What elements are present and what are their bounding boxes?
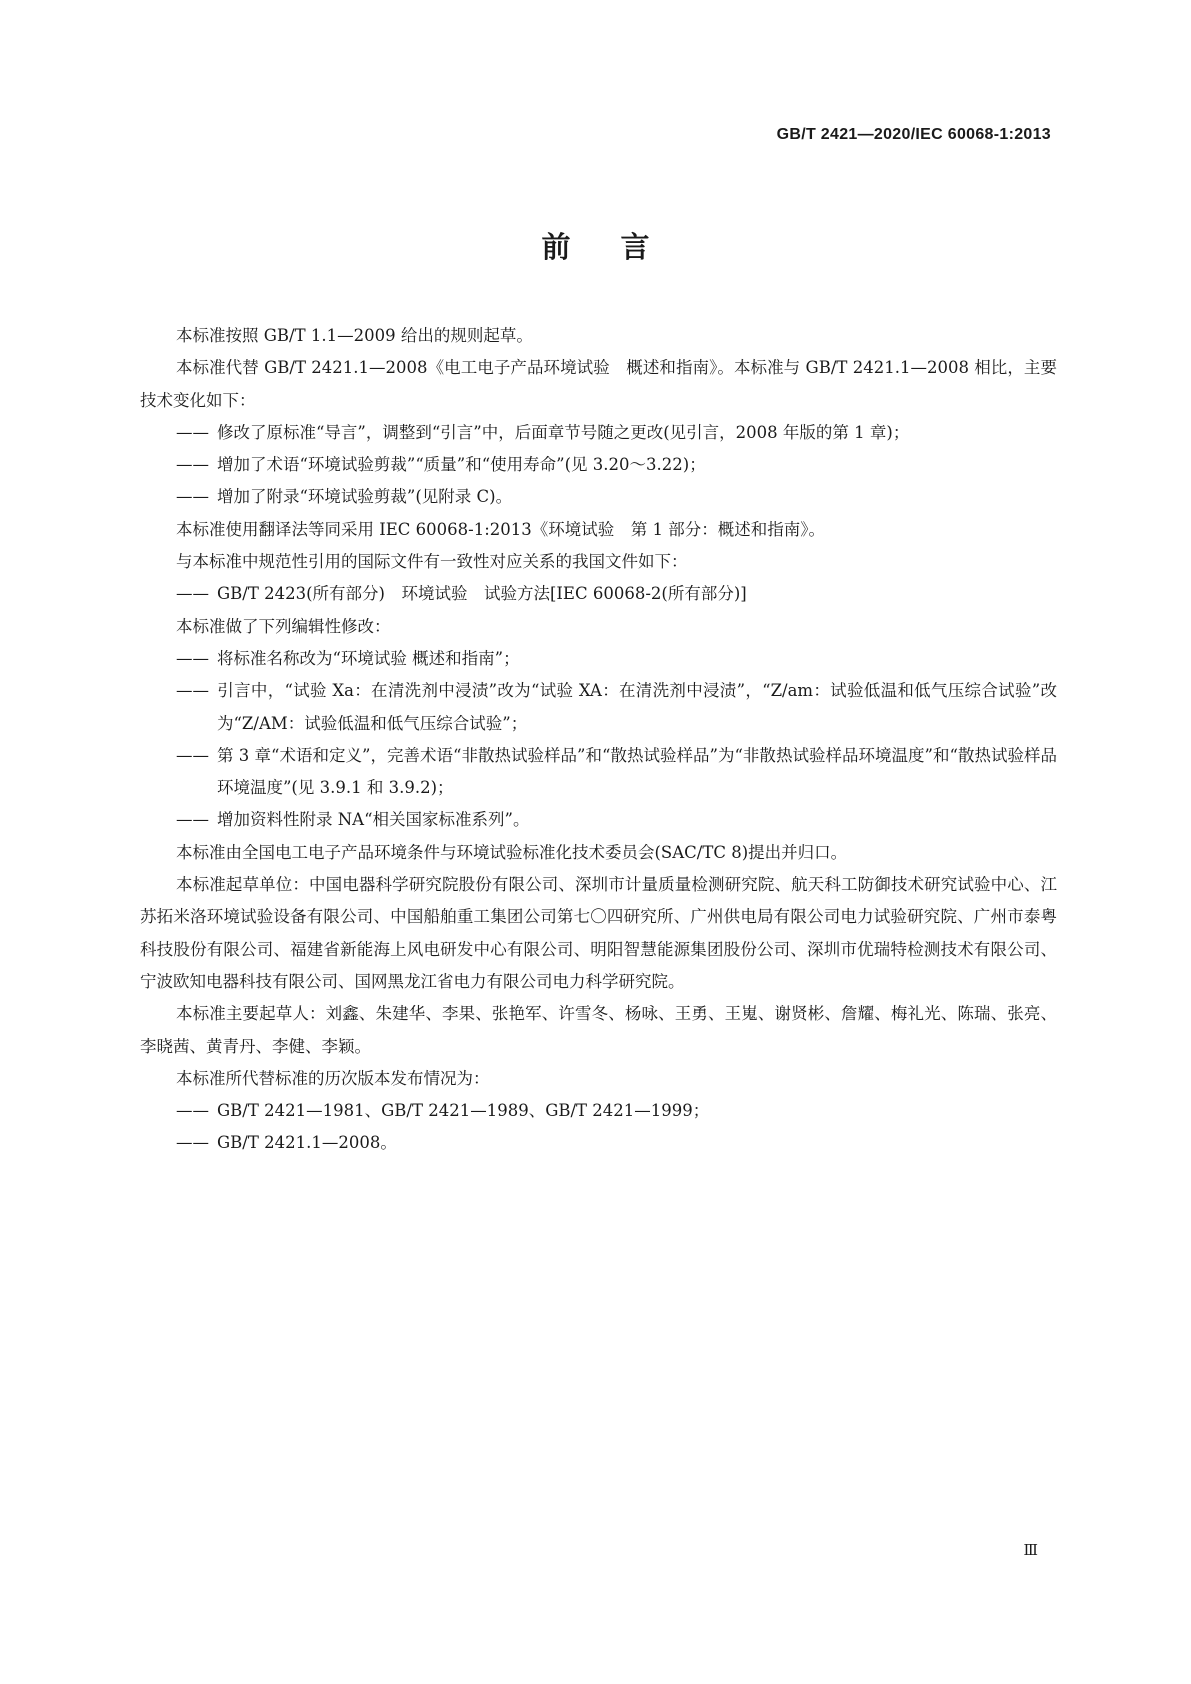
list-item-text: 修改了原标准“导言”，调整到“引言”中，后面章节号随之更改(见引言，2008 年版的第 1 章)； <box>217 422 910 442</box>
list-item-text: 增加资料性附录 NA“相关国家标准系列”。 <box>217 810 530 830</box>
list-item <box>176 740 1057 805</box>
list-item-text: GB/T 2421.1—2008。 <box>217 1133 397 1153</box>
list-item-text: 增加了附录“环境试验剪裁”(见附录 C)。 <box>217 487 513 507</box>
paragraph: 本标准使用翻译法等同采用 IEC 60068-1:2013《环境试验 第 1 部分：概述和指南》。 <box>176 519 826 539</box>
dash-marker: —— <box>176 487 209 507</box>
list-item <box>176 804 1057 836</box>
paragraph: 本标准由全国电工电子产品环境条件与环境试验标准化技术委员会(SAC/TC 8)提出并归口。 <box>176 842 848 862</box>
list-item-text: GB/T 2421—1981、GB/T 2421—1989、GB/T 2421—1999； <box>217 1101 710 1121</box>
page-number: Ⅲ <box>1023 1541 1038 1559</box>
dash-marker: —— <box>176 422 209 442</box>
document-body <box>140 320 1057 1160</box>
list-item <box>176 675 1057 740</box>
dash-marker: —— <box>176 1133 209 1153</box>
paragraph: 本标准做了下列编辑性修改： <box>176 616 391 636</box>
list-item-text: 引言中，“试验 Xa：在清洗剂中浸渍”改为“试验 XA：在清洗剂中浸渍”，“Z/am：试验低温和低气压综合试验”改为“Z/AM：试验低温和低气压综合试验”； <box>217 681 1057 733</box>
paragraph: 与本标准中规范性引用的国际文件有一致性对应关系的我国文件如下： <box>176 552 688 572</box>
list-item <box>176 643 1057 675</box>
list-item <box>176 1095 1057 1127</box>
list-item <box>176 481 1057 513</box>
dash-marker: —— <box>176 745 209 765</box>
dash-marker: —— <box>176 584 209 604</box>
list-item <box>176 1127 1057 1159</box>
list-item <box>176 417 1057 449</box>
list-item-text: 将标准名称改为“环境试验 概述和指南”； <box>217 648 520 668</box>
dash-marker: —— <box>176 810 209 830</box>
paragraph: 本标准所代替标准的历次版本发布情况为： <box>176 1068 490 1088</box>
list-item-text: 第 3 章“术语和定义”，完善术语“非散热试验样品”和“散热试验样品”为“非散热试验样品环境温度”和“散热试验样品环境温度”(见 3.9.1 和 3.9.2)； <box>217 745 1057 798</box>
dash-marker: —— <box>176 648 209 668</box>
paragraph: 本标准代替 GB/T 2421.1—2008《电工电子产品环境试验 概述和指南》。本标准与 GB/T 2421.1—2008 相比，主要技术变化如下： <box>140 358 1057 410</box>
paragraph: 本标准主要起草人：刘鑫、朱建华、李果、张艳军、许雪冬、杨咏、王勇、王嵬、谢贤彬、詹耀、梅礼光、陈瑞、张亮、李晓茜、黄青丹、李健、李颖。 <box>140 1004 1057 1056</box>
page-title: 前言 <box>541 230 700 264</box>
list-item <box>176 578 1057 610</box>
dash-marker: —— <box>176 681 209 701</box>
list-item <box>176 449 1057 481</box>
dash-marker: —— <box>176 1101 209 1121</box>
paragraph: 本标准起草单位：中国电器科学研究院股份有限公司、深圳市计量质量检测研究院、航天科工防御技术研究试验中心、江苏拓米洛环境试验设备有限公司、中国船舶重工集团公司第七〇四研究所、广州供电局有限公司电力试验研究院、广州市泰粤科技股份有限公司、福建省新能海上风电研发中心有限公司、明阳智慧能源集团股份公司、深圳市优瑞特检测技术有限公司、宁波欧知电器科技有限公司、国网黑龙江省电力有限公司电力科学研究院。 <box>140 875 1057 991</box>
dash-marker: —— <box>176 455 209 475</box>
list-item-text: GB/T 2423(所有部分) 环境试验 试验方法[IEC 60068-2(所有部分)] <box>217 584 747 604</box>
list-item-text: 增加了术语“环境试验剪裁”“质量”和“使用寿命”(见 3.20～3.22)； <box>217 455 706 475</box>
paragraph: 本标准按照 GB/T 1.1—2009 给出的规则起草。 <box>176 326 533 345</box>
standard-code: GB/T 2421—2020/IEC 60068-1:2013 <box>776 126 1051 143</box>
